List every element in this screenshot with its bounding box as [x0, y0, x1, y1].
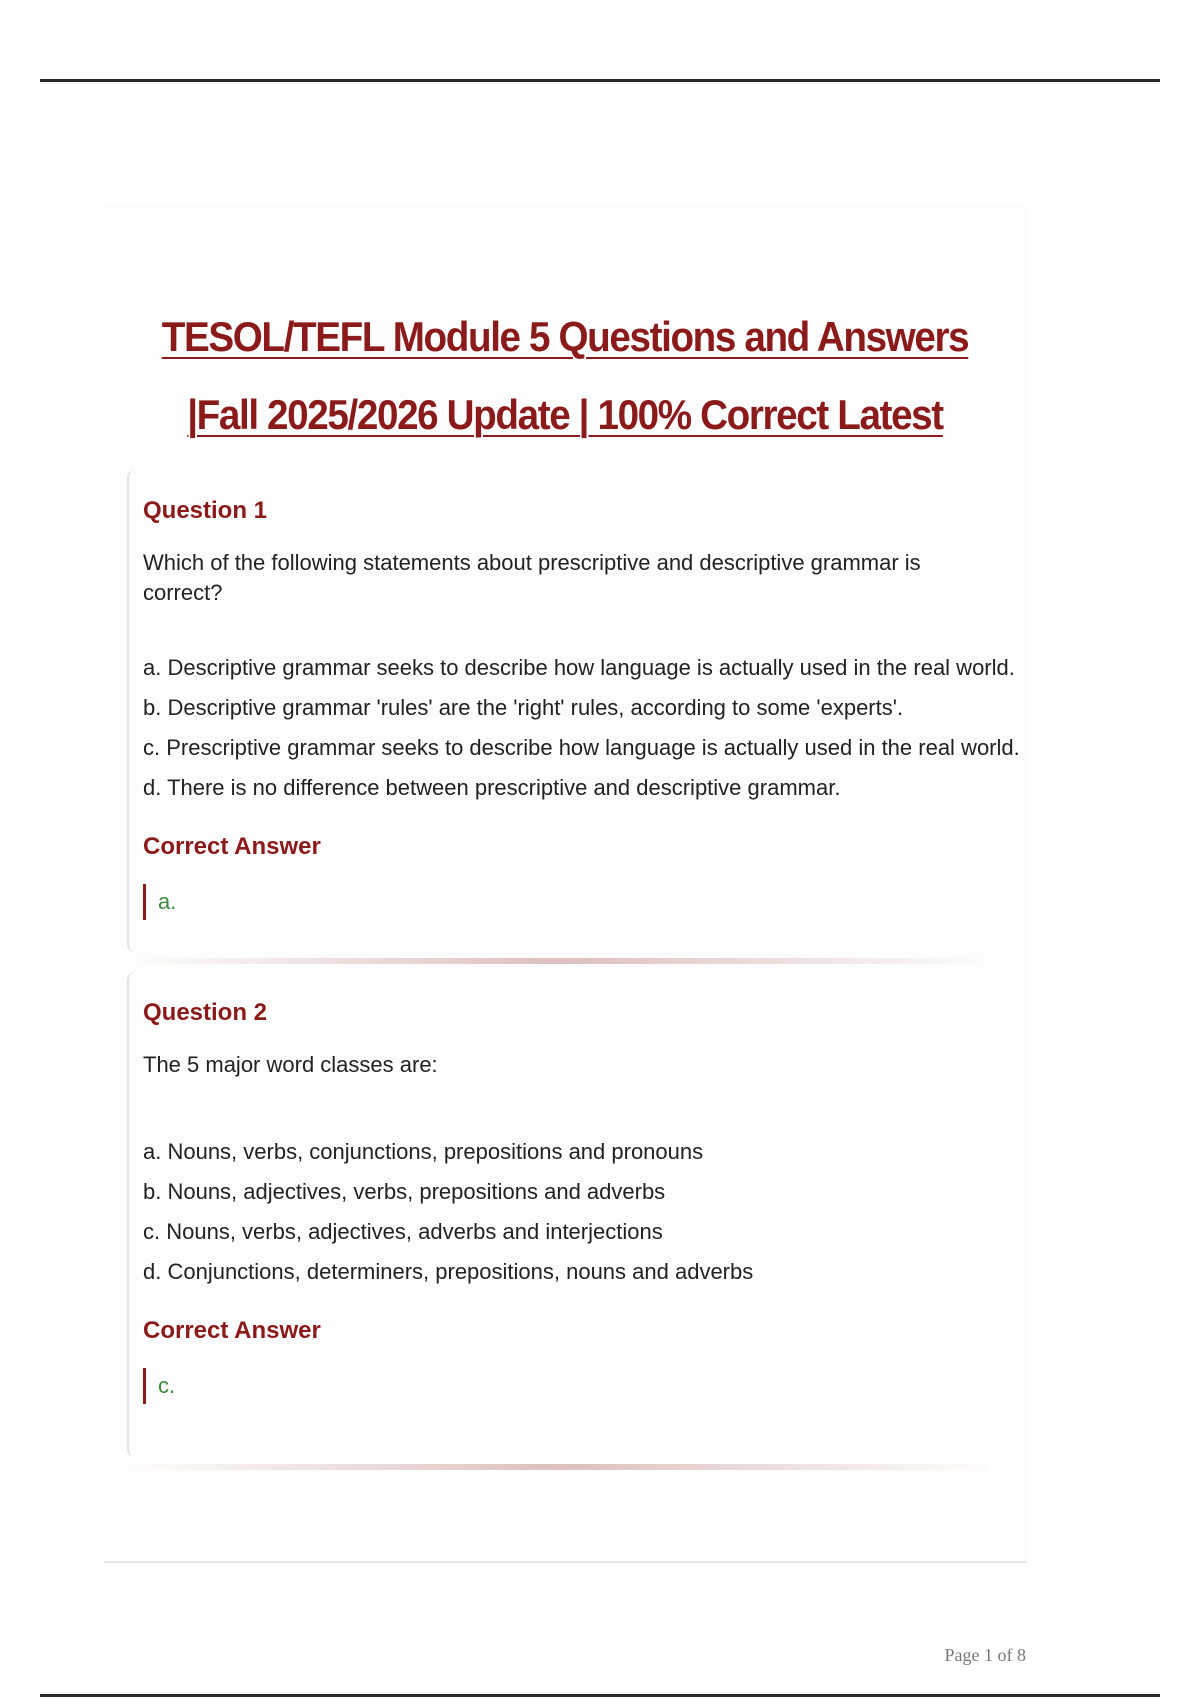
answer-marker [143, 1368, 146, 1404]
answer-row [143, 1366, 989, 1406]
option-item: b. Descriptive grammar 'rules' are the 'right' rules, according to some 'experts'. [143, 695, 904, 720]
question-heading: Question 1 [143, 497, 268, 524]
correct-answer-heading: Correct Answer [143, 833, 321, 860]
option-item: d. There is no difference between prescriptive and descriptive grammar. [143, 775, 841, 800]
question-card [127, 972, 999, 1457]
option-list [143, 648, 1020, 808]
bottom-rule [40, 1694, 1160, 1697]
top-rule [40, 79, 1160, 82]
option-item: c. Prescriptive grammar seeks to describe how language is actually used in the real world. [143, 735, 1020, 760]
correct-answer-value: a. [158, 889, 177, 914]
section-divider [130, 1464, 990, 1470]
correct-answer-value: c. [158, 1373, 176, 1398]
answer-row [143, 882, 989, 922]
question-card [127, 470, 1020, 952]
option-item: a. Descriptive grammar seeks to describe how language is actually used in the real world. [143, 655, 1015, 680]
option-item: a. Nouns, verbs, conjunctions, prepositions and pronouns [143, 1139, 704, 1164]
question-heading: Question 2 [143, 999, 268, 1026]
question-prompt: Which of the following statements about prescriptive and descriptive grammar is correct? [143, 550, 921, 605]
option-list [143, 1132, 989, 1292]
document-title: TESOL/TEFL Module 5 Questions and Answers |Fall 2025/2026 Update | 100% Correct Latest [161, 313, 969, 438]
footer-rule [104, 1561, 1027, 1563]
question-prompt: The 5 major word classes are: [143, 1052, 438, 1077]
option-item: d. Conjunctions, determiners, prepositions, nouns and adverbs [143, 1259, 754, 1284]
section-divider [130, 958, 990, 964]
answer-marker [143, 884, 146, 920]
option-item: b. Nouns, adjectives, verbs, prepositions and adverbs [143, 1179, 666, 1204]
correct-answer-heading: Correct Answer [143, 1317, 321, 1344]
page-number: Page 1 of 8 [944, 1645, 1026, 1665]
option-item: c. Nouns, verbs, adjectives, adverbs and interjections [143, 1219, 663, 1244]
